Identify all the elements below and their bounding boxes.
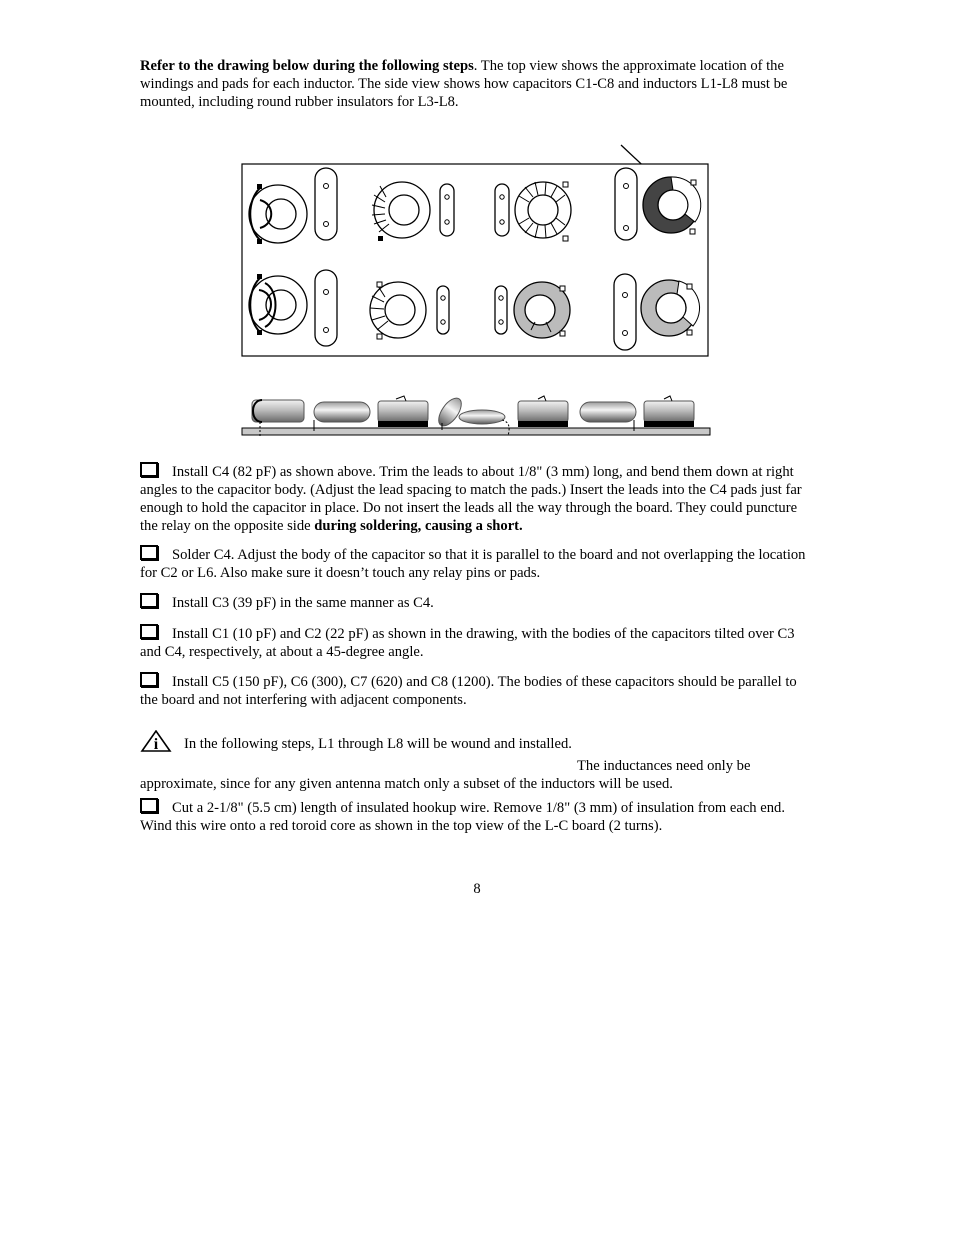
intro-text: . The top view shows the approximate location of the windings and pads for each inductor. The side view shows how capacitors C1-C8 and inductors L1-L8 must be mounted, including round rubber insulators for L3-L8. xyxy=(140,58,788,110)
board-outline xyxy=(242,164,708,356)
capacitor-pad-6 xyxy=(437,286,449,334)
capacitor-pad-1 xyxy=(315,168,337,240)
inductor-l7-light-core xyxy=(514,282,570,338)
note-line-2: The inductances need only be xyxy=(577,758,751,774)
step-1-text: Install C4 (82 pF) as shown above. Trim the leads to about 1/8" (3 mm) long, and bend them down at right angles to the capacitor body. (Adjust the lead spacing to match the pads.) Insert the leads into the C4 pads just far enough to hold the capacitor in place. Do not insert the leads all the way through the board. They could puncture the relay on the opposite side xyxy=(140,464,802,534)
step-3-text: Install C3 (39 pF) in the same manner as C4. xyxy=(172,595,434,611)
inductor-l1 xyxy=(249,184,307,244)
step-5-text: Install C5 (150 pF), C6 (300), C7 (620) and C8 (1200). The bodies of these capacitors should be parallel to the board and not interfering with adjacent components. xyxy=(140,674,797,708)
side-capacitor-3 xyxy=(580,402,636,431)
step-4 xyxy=(140,624,815,661)
note-line-1: In the following steps, L1 through L8 will be wound and installed. xyxy=(184,736,572,752)
step-1-bold-text: during soldering, causing a short. xyxy=(314,518,523,534)
step-1-checkbox[interactable] xyxy=(140,462,158,477)
step-2 xyxy=(140,545,815,582)
note-block xyxy=(140,730,815,793)
step-2-text: Solder C4. Adjust the body of the capacitor so that it is parallel to the board and not overlapping the location for C2 or L6. Also make sure it doesn’t touch any relay pins or pads. xyxy=(140,547,806,581)
top-view-drawing xyxy=(235,140,715,362)
step-6-text: Cut a 2-1/8" (5.5 cm) length of insulated hookup wire. Remove 1/8" (3 mm) of insulation from each end. Wind this wire onto a red toroid core as shown in the top view of the L-C board (2 turns). xyxy=(140,800,785,834)
side-inductor-l4 xyxy=(644,396,694,427)
step-6 xyxy=(140,798,815,835)
side-view-drawing xyxy=(238,390,716,442)
step-4-checkbox[interactable] xyxy=(140,624,158,639)
step-6-checkbox[interactable] xyxy=(140,798,158,813)
capacitor-pad-8 xyxy=(614,274,636,350)
step-2-checkbox[interactable] xyxy=(140,545,158,560)
caution-info-icon xyxy=(140,730,172,757)
capacitor-pad-7 xyxy=(495,286,507,334)
capacitor-pad-4 xyxy=(615,168,637,240)
step-4-text: Install C1 (10 pF) and C2 (22 pF) as shown in the drawing, with the bodies of the capacitors tilted over C3 and C4, respectively, at about a 45-degree angle. xyxy=(140,626,795,660)
side-capacitor-tilted xyxy=(434,394,465,430)
capacitor-pad-5 xyxy=(315,270,337,346)
step-5 xyxy=(140,672,815,709)
capacitor-pad-3 xyxy=(495,184,509,236)
step-5-checkbox[interactable] xyxy=(140,672,158,687)
capacitor-pad-2 xyxy=(440,184,454,236)
note-line-3: approximate, since for any given antenna match only a subset of the inductors will be used. xyxy=(140,776,673,792)
side-capacitor-1 xyxy=(314,402,370,431)
intro-paragraph xyxy=(140,57,815,111)
step-3-checkbox[interactable] xyxy=(140,593,158,608)
page-number: 8 xyxy=(473,881,481,897)
step-3 xyxy=(140,593,815,612)
svg-text:i: i xyxy=(153,736,159,752)
side-inductor-l2 xyxy=(378,396,428,427)
side-inductor-l3 xyxy=(518,396,568,427)
step-1 xyxy=(140,462,815,535)
intro-bold: Refer to the drawing below during the following steps xyxy=(140,58,474,74)
side-board xyxy=(242,428,710,435)
inductor-l6 xyxy=(370,282,426,339)
